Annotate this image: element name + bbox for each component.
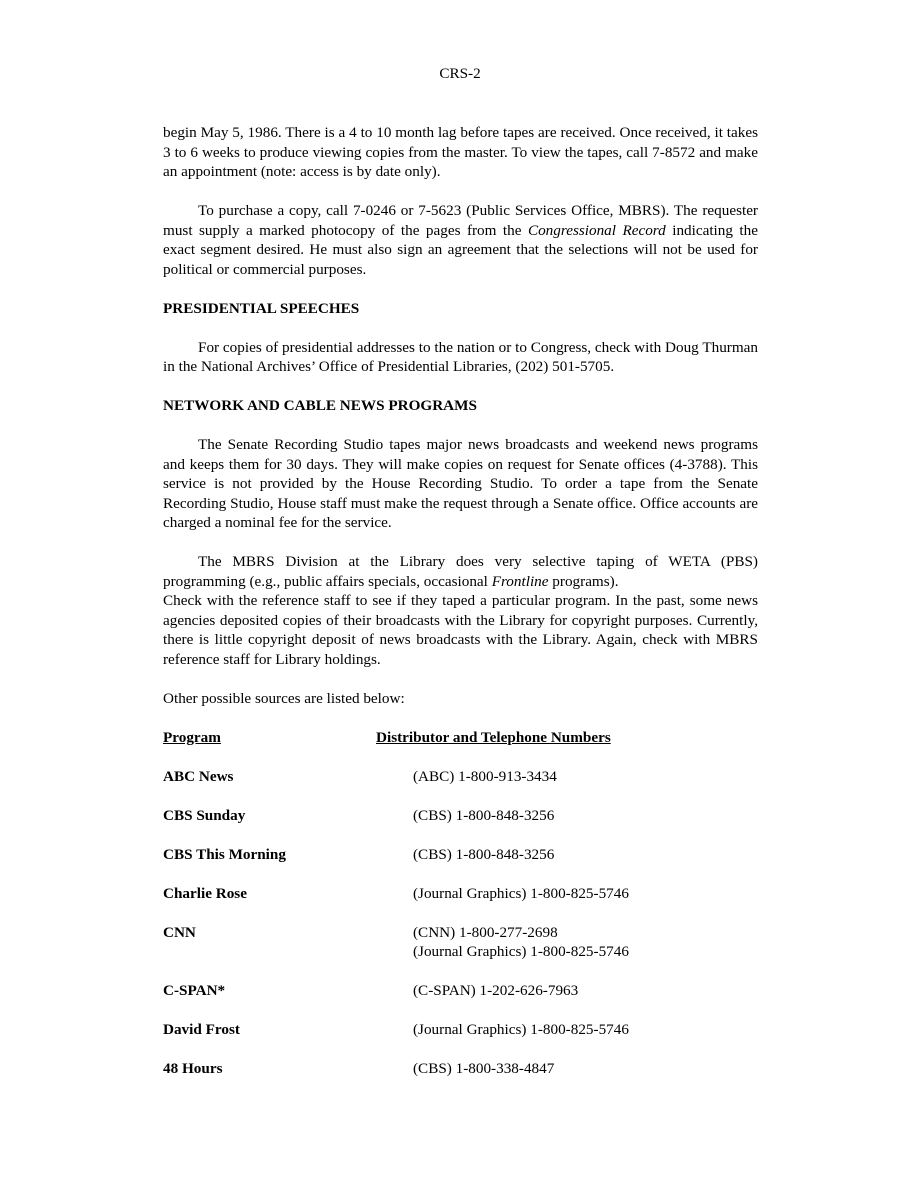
program-name: Charlie Rose [163, 884, 247, 902]
purchase-text-end: indicating the exact segment desired. He must also sign an agreement that the selections will not be used for political or commercial purposes. [163, 221, 758, 278]
distributor-line-secondary: (Journal Graphics) 1-800-825-5746 [413, 943, 629, 960]
distributor-line: (CBS) 1-800-848-3256 [413, 845, 555, 863]
paragraph-tape-lag: begin May 5, 1986. There is a 4 to 10 month lag before tapes are received. Once received, it takes 3 to 6 weeks to produce viewing copies from the master. To view the tapes, call 7-8572 and make an appointment (note: access is by date only). [163, 124, 758, 180]
distributor-info [413, 923, 758, 962]
mbrs-text-end: programs). [548, 572, 619, 590]
heading-presidential-speeches: PRESIDENTIAL SPEECHES [163, 299, 360, 317]
distributor-line: (CNN) 1-800-277-2698 [413, 923, 558, 941]
distributor-info [413, 884, 758, 904]
table-row [163, 767, 758, 787]
paragraph-other-sources: Other possible sources are listed below: [163, 689, 405, 707]
paragraph-senate-studio: The Senate Recording Studio tapes major news broadcasts and weekend news programs and keeps them for 30 days. They will make copies on request for Senate offices (4-3788). This service is not provided by the House Recording Studio. To order a tape from the Senate Recording Studio, House staff must make the request through a Senate office. Office accounts are charged a nominal fee for the service. [163, 436, 758, 531]
distributor-info [413, 981, 758, 1001]
distributor-line: (ABC) 1-800-913-3434 [413, 767, 557, 785]
column-header-program: Program [163, 728, 221, 746]
heading-network-news: NETWORK AND CABLE NEWS PROGRAMS [163, 397, 477, 414]
program-name: CNN [163, 923, 196, 941]
distributor-info [413, 1020, 758, 1040]
distributor-line: (C-SPAN) 1-202-626-7963 [413, 982, 579, 999]
column-header-distributor: Distributor and Telephone Numbers [376, 728, 611, 746]
sources-table [163, 728, 758, 1079]
page-number: CRS-2 [439, 65, 481, 82]
table-row [163, 923, 758, 962]
table-row [163, 806, 758, 826]
table-row [163, 981, 758, 1001]
distributor-line: (Journal Graphics) 1-800-825-5746 [413, 884, 629, 902]
document-body [163, 123, 758, 1079]
distributor-line: (CBS) 1-800-848-3256 [413, 806, 555, 824]
table-row [163, 1059, 758, 1079]
paragraph-presidential: For copies of presidential addresses to the nation or to Congress, check with Doug Thurman in the National Archives’ Office of Presidential Libraries, (202) 501-5705. [163, 338, 758, 375]
paragraph-mbrs-taping [163, 552, 758, 591]
distributor-info [413, 767, 758, 787]
distributor-info [413, 1059, 758, 1079]
purchase-text-start: To purchase a copy, call 7-0246 or 7-5623 (Public Services Office, MBRS). The requester must supply a marked photocopy of the pages from the [163, 202, 758, 239]
program-name: CBS This Morning [163, 845, 286, 863]
distributor-line: (Journal Graphics) 1-800-825-5746 [413, 1021, 629, 1038]
program-name: 48 Hours [163, 1060, 223, 1077]
paragraph-reference-staff: Check with the reference staff to see if they taped a particular program. In the past, some news agencies deposited copies of their broadcasts with the Library for copyright purposes. Currently, there is little copyright deposit of news broadcasts with the Library. Again, check with MBRS reference staff for Library holdings. [163, 592, 758, 668]
distributor-info [413, 806, 758, 826]
paragraph-purchase-copy [163, 201, 758, 279]
table-row [163, 1020, 758, 1040]
table-row [163, 884, 758, 904]
table-header [163, 728, 758, 748]
distributor-line: (CBS) 1-800-338-4847 [413, 1060, 555, 1077]
program-name: David Frost [163, 1021, 240, 1038]
mbrs-text-start: The MBRS Division at the Library does very selective taping of WETA (PBS) programming (e.g., public affairs specials, occasional [163, 553, 758, 590]
distributor-info [413, 845, 758, 865]
table-row [163, 845, 758, 865]
frontline-title: Frontline [491, 572, 549, 590]
program-name: CBS Sunday [163, 806, 246, 824]
program-name: C-SPAN* [163, 982, 226, 999]
congressional-record-title: Congressional Record [527, 221, 666, 239]
program-name: ABC News [163, 767, 234, 785]
